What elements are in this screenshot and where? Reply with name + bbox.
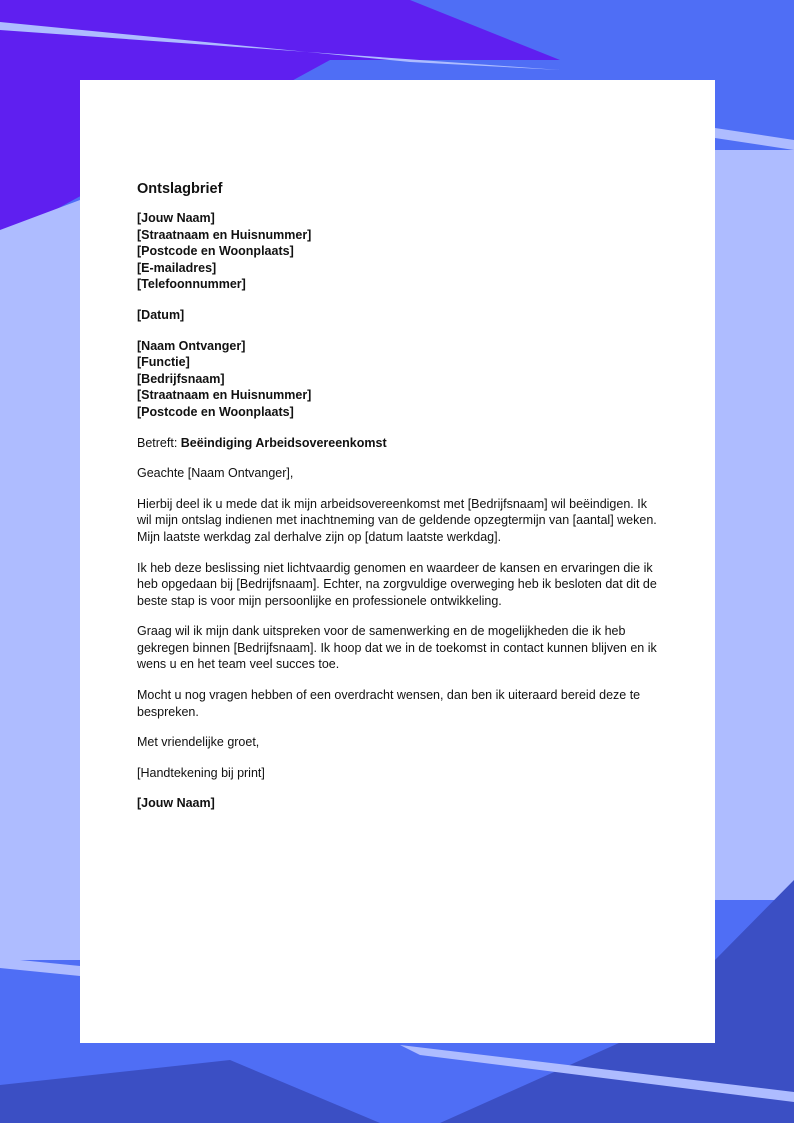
letter-title: Ontslagbrief: [137, 181, 223, 197]
body-paragraph: Graag wil ik mijn dank uitspreken voor de samenwerking en de mogelijkheden die ik heb gekregen binnen [Bedrijfsnaam]. Ik hoop dat we in de toekomst in contact kunnen blijven en ik wens u en het team veel succes toe.: [137, 624, 657, 672]
sender-line: [Jouw Naam]: [137, 211, 215, 225]
closing: Met vriendelijke groet,: [137, 735, 260, 750]
recipient-block: [137, 338, 657, 421]
recipient-line: [Naam Ontvanger]: [137, 338, 246, 353]
light-side-shape-right: [715, 150, 794, 900]
sender-line: [Postcode en Woonplaats]: [137, 244, 294, 259]
body-paragraph: Hierbij deel ik u mede dat ik mijn arbeidsovereenkomst met [Bedrijfsnaam] wil beëindigen. Ik wil mijn ontslag indienen met inachtneming van de geldende opzegtermijn van [aantal] weken. Mijn laatste werkdag zal derhalve zijn op [datum laatste werkdag].: [137, 496, 657, 544]
sender-block: [137, 210, 657, 293]
date-line: [Datum]: [137, 307, 185, 322]
signature-placeholder: [Handtekening bij print]: [137, 765, 265, 780]
sender-line: [E-mailadres]: [137, 260, 217, 275]
recipient-line: [Bedrijfsnaam]: [137, 371, 225, 386]
recipient-line: [Straatnaam en Huisnummer]: [137, 388, 312, 403]
salutation: Geachte [Naam Ontvanger],: [137, 466, 294, 481]
sender-line: [Telefoonnummer]: [137, 277, 246, 292]
body-paragraph: Mocht u nog vragen hebben of een overdracht wensen, dan ben ik uiteraard bereid deze te bespreken.: [137, 688, 641, 719]
letter-content: [137, 180, 657, 826]
signature-name: [Jouw Naam]: [137, 796, 215, 811]
recipient-line: [Postcode en Woonplaats]: [137, 404, 294, 419]
subject-label: Betreft:: [137, 435, 178, 450]
sender-line: [Straatnaam en Huisnummer]: [137, 227, 312, 242]
letter-page: [80, 80, 715, 1043]
body-paragraph: Ik heb deze beslissing niet lichtvaardig genomen en waardeer de kansen en ervaringen die ik heb opgedaan bij [Bedrijfsnaam]. Echter, na zorgvuldige overweging heb ik besloten dat dit de beste stap is voor mijn persoonlijke en professionele ontwikkeling.: [137, 560, 657, 608]
subject-text: Beëindiging Arbeidsovereenkomst: [180, 435, 387, 450]
recipient-line: [Functie]: [137, 355, 190, 370]
light-side-shape-left: [0, 200, 80, 960]
subject-line: [137, 435, 657, 452]
